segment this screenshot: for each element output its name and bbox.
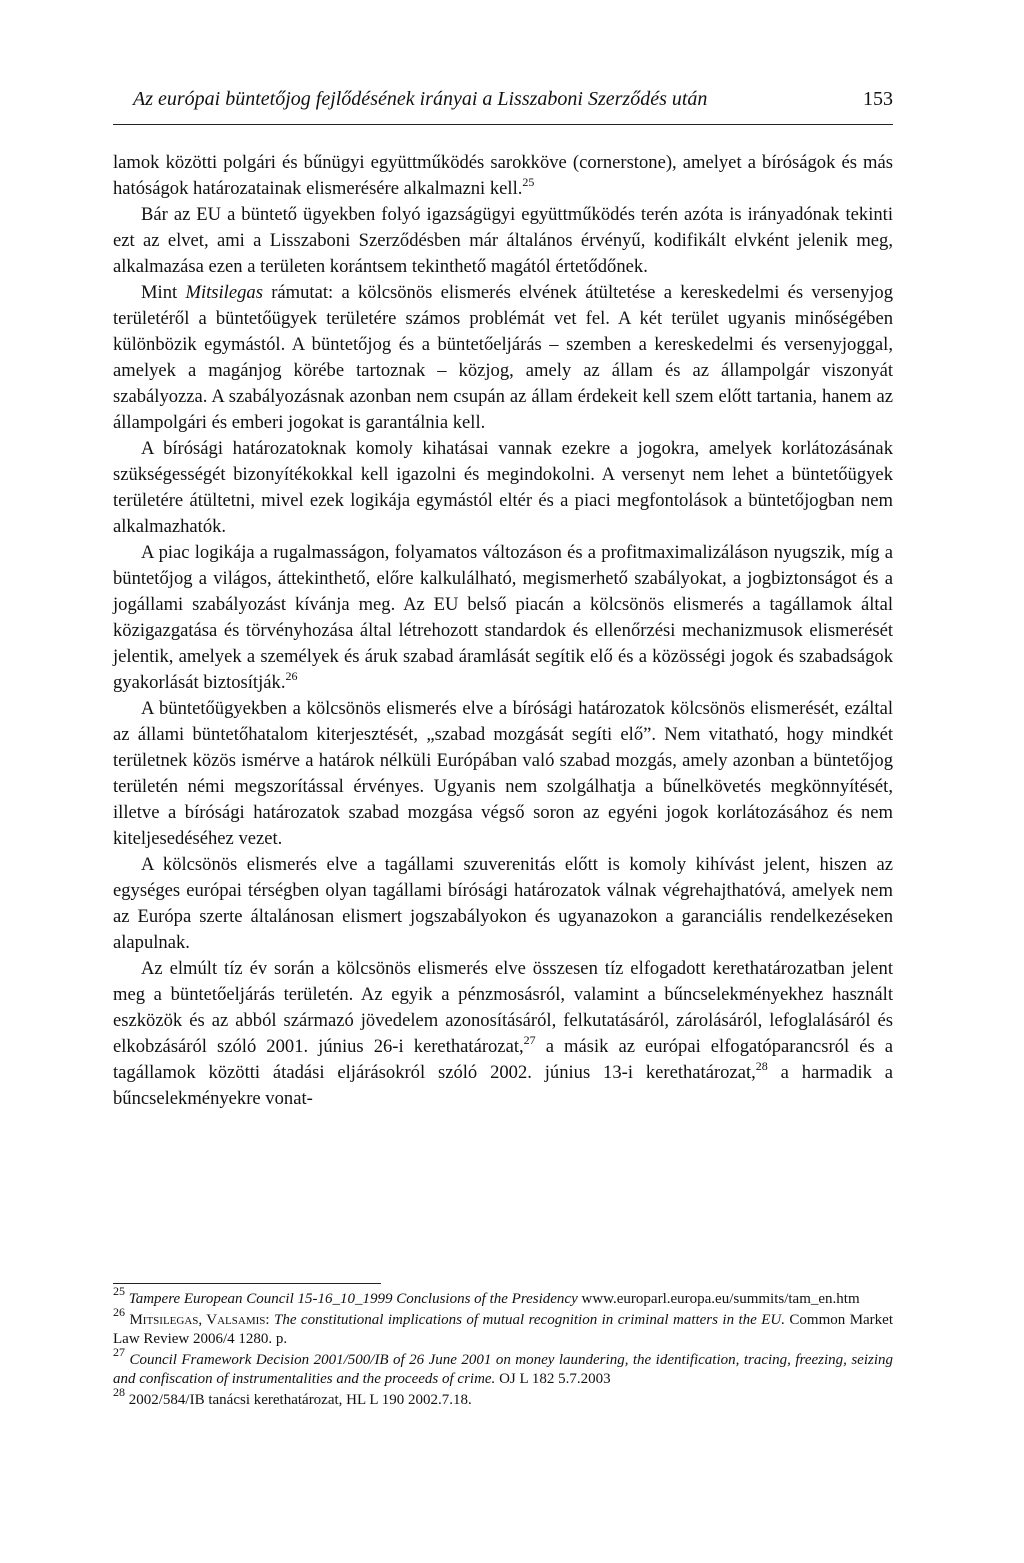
paragraph	[113, 436, 893, 540]
text-run: Common Market Law Review 2006/4 1280. p.	[113, 1312, 894, 1347]
paragraph	[113, 852, 893, 956]
text-run: Bár az EU a büntető ügyekben folyó igazságügyi együttműködés terén azóta is irányadónak tekinti ezt az elvet, ami a Lisszaboni Szerződésben már általános érvényű, kodifikált elvként jelenik meg, alkalmazása ezen a területen korántsem tekinthető magától értetődőnek.	[113, 204, 893, 277]
text-run: Mint	[141, 282, 186, 303]
text-run: 2002/584/IB tanácsi kerethatározat, HL L 190 2002.7.18.	[125, 1392, 472, 1408]
italic-text: Council Framework Decision 2001/500/IB of 26 June 2001 on money laundering, the identification, tracing, freezing, seizing and confiscation of instrumentalities and the proceeds of crime.	[113, 1352, 894, 1387]
text-run: lamok közötti polgári és bűnügyi együttműködés sarokköve (cornerstone), amelyet a bíróságok és más hatóságok határozatainak elismerésére alkalmazni kell.	[113, 152, 893, 199]
header-rule	[113, 124, 893, 125]
footnote-marker: 27	[113, 1345, 125, 1359]
text-run: OJ L 182 5.7.2003	[495, 1371, 611, 1387]
text-run: A bírósági határozatoknak komoly kihatásai vannak ezekre a jogokra, amelyek korlátozásának szükségességét bizonyítékokkal kell igazolni és megindokolni. A versenyt nem lehet a büntetőügyek területére átültetni, mivel ezek logikája egymástól eltér és a piaci megfontolások a büntetőjogban nem alkalmazhatók.	[113, 438, 893, 537]
footnote	[113, 1345, 894, 1389]
text-run: A büntetőügyekben a kölcsönös elismerés elve a bírósági határozatok kölcsönös elismerését, ezáltal az állami büntetőhatalom kiterjesztését, „szabad mozgását segíti elő”. Nem vitatható, hogy mindkét területnek közös ismérve a határok nélküli Európában való szabad mozgás, amely azonban a büntetőjog területén némi megszorítással érvényes. Ugyanis nem szolgálhatja a bűnelkövetés megkönnyítését, illetve a bírósági határozatok szabad mozgása végső soron az egyéni jogok korlátozásához és nem kiteljesedéséhez vezet.	[113, 698, 893, 849]
text-run: :	[265, 1312, 274, 1328]
text-run: www.europarl.europa.eu/summits/tam_en.htm	[577, 1291, 860, 1307]
footnote	[113, 1284, 893, 1309]
footnote-marker: 28	[755, 1059, 768, 1073]
paragraph	[113, 696, 893, 852]
footnote-marker: 28	[113, 1385, 125, 1399]
italic-text: The constitutional implications of mutual recognition in criminal matters in the EU.	[274, 1312, 785, 1328]
footnote-marker: 25	[522, 175, 535, 189]
paragraph	[113, 150, 893, 202]
text-run: rámutat: a kölcsönös elismerés elvének átültetése a kereskedelmi és versenyjog területéről a büntetőügyek területére számos problémát vet fel. A két terület ugyanis minőségében különbözik egymástól. A büntetőjog és a büntetőeljárás – szemben a kereskedelmi és versenyjoggal, amelyek a magánjog körébe tartoznak – közjog, amely az állam és az állampolgár viszonyát szabályozza. A szabályozásnak azonban nem csupán az állam érdekeit kell szem előtt tartania, hanem az állampolgári és emberi jogokat is garantálnia kell.	[113, 282, 894, 433]
running-head	[113, 88, 893, 116]
footnote-marker: 25	[113, 1284, 125, 1298]
italic-text: Mitsilegas	[185, 282, 263, 303]
footnote-list	[113, 1284, 894, 1410]
italic-text: Tampere European Council 15-16_10_1999 Conclusions of the Presidency	[128, 1291, 578, 1307]
footnote-marker: 27	[523, 1033, 536, 1047]
footnote-marker: 26	[285, 669, 298, 683]
text-run: A piac logikája a rugalmasságon, folyamatos változáson és a profitmaximalizáláson nyugszik, míg a büntetőjog a világos, áttekinthető, előre kalkulálható, megismerhető szabályokat, a jogbiztonságot és a jogállami szabályozást kívánja meg. Az EU belső piacán a kölcsönös elismerés a tagállamok által közigazgatása és törvényhozása által létrehozott standardok és ellenőrzési mechanizmusok elismerését jelentik, amelyek a személyek és áruk szabad áramlását segítik elő és a közösségi jogok és szabadságok gyakorlását biztosítják.	[113, 542, 893, 693]
paragraph	[113, 202, 893, 280]
text-run: A kölcsönös elismerés elve a tagállami szuverenitás előtt is komoly kihívást jelent, hiszen az egységes európai térségben olyan tagállami bírósági határozatok válnak végrehajthatóvá, amelyek nem az Európa szerte általánosan elismert jogszabályokon és ugyanazokon a garanciális rendelkezéseken alapulnak.	[113, 854, 893, 953]
author-name: Mitsilegas, Valsamis	[129, 1312, 266, 1328]
running-title: Az európai büntetőjog fejlődésének irányai a Lisszaboni Szerződés után	[133, 88, 708, 110]
footnote-marker: 26	[113, 1305, 125, 1319]
footnotes	[113, 1283, 893, 1412]
footnote	[113, 1385, 893, 1410]
footnote-rule	[113, 1283, 381, 1284]
text-run: a másik az európai elfogatóparancsról és a tagállamok közötti átadási eljárásokról szóló 2002. június 13-i kerethatározat,	[113, 1036, 894, 1083]
paragraph	[113, 956, 893, 1112]
body-text	[113, 150, 893, 1112]
paragraph	[113, 280, 893, 436]
text-run: a harmadik a bűncselekményekre vonat-	[113, 1062, 893, 1109]
footnote	[113, 1305, 894, 1349]
page-number: 153	[863, 88, 893, 110]
paragraph	[113, 540, 893, 696]
text-run: Az elmúlt tíz év során a kölcsönös elismerés elve összesen tíz elfogadott kerethatározatban jelent meg a büntetőeljárás területén. Az egyik a pénzmosásról, valamint a bűncselekményekhez használt eszközök és az abból származó jövedelem azonosításáról, felkutatásáról, zárolásáról, lefoglalásáról és elkobzásáról szóló 2001. június 26-i kerethatározat,	[113, 958, 893, 1057]
